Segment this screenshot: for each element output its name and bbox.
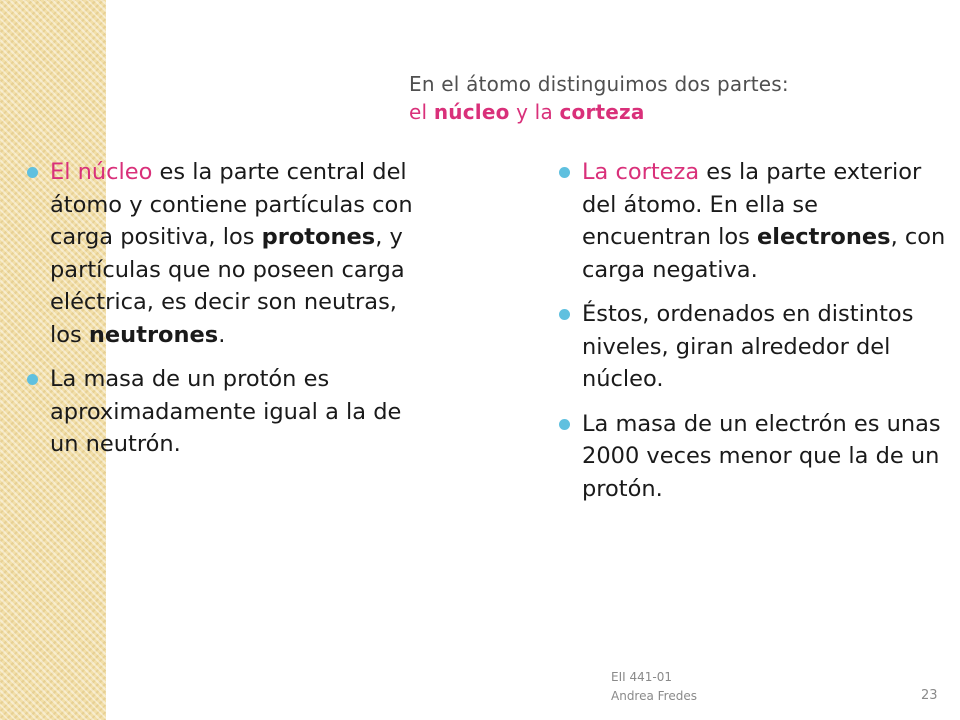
left-column-list <box>24 156 414 473</box>
nucleo-text-1: es la parte central del átomo y contiene partículas con carga positiva, los <box>50 159 413 250</box>
title-line-2 <box>409 98 929 126</box>
slide-footer <box>611 668 697 706</box>
nucleo-highlight: El núcleo <box>50 159 153 185</box>
title-corteza: corteza <box>559 100 645 124</box>
nucleo-text-2: , y partículas que no poseen carga eléctrica, es decir son neutras, los <box>50 224 405 348</box>
title-prefix: el <box>409 100 434 124</box>
page-number: 23 <box>921 688 938 703</box>
list-item-masa-electron: La masa de un electrón es unas 2000 veces menor que la de un protón. <box>556 408 946 506</box>
list-item-niveles: Éstos, ordenados en distintos niveles, giran alrededor del núcleo. <box>556 298 946 396</box>
title-mid: y la <box>509 100 560 124</box>
neutrones-term: neutrones <box>88 321 219 348</box>
right-column-list <box>556 156 946 517</box>
slide-title <box>409 70 929 126</box>
footer-author: Andrea Fredes <box>611 689 697 703</box>
corteza-text-1: es la parte exterior del átomo. En ella se encuentran los <box>582 159 922 250</box>
corteza-text-2: , con carga negativa. <box>582 224 946 283</box>
title-line-1: En el átomo distinguimos dos partes: <box>409 72 789 96</box>
corteza-highlight: La corteza <box>582 159 700 185</box>
list-item-masa-proton: La masa de un protón es aproximadamente igual a la de un neutrón. <box>24 363 414 461</box>
list-item-nucleo <box>24 156 414 351</box>
protones-term: protones <box>261 224 376 250</box>
footer-course: EII 441-01 <box>611 670 672 684</box>
title-nucleo: núcleo <box>433 100 510 124</box>
list-item-corteza <box>556 156 946 286</box>
electrones-term: electrones <box>757 224 891 250</box>
nucleo-text-3: . <box>218 321 226 348</box>
